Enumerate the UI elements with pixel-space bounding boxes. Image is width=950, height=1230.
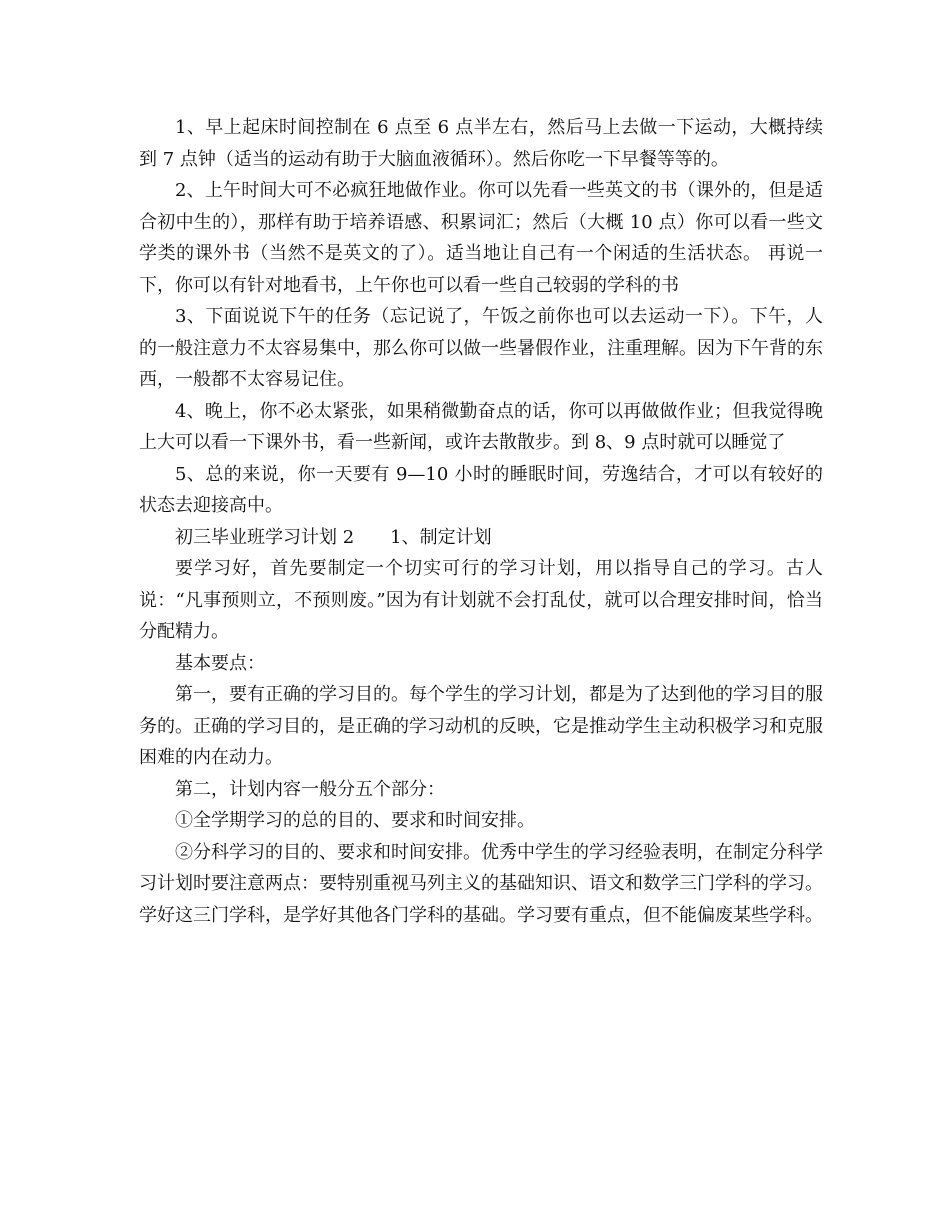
section-heading: 初三毕业班学习计划 2 1、制定计划	[175, 526, 492, 548]
paragraph-point-two: 第二，计划内容一般分五个部分：	[175, 778, 445, 800]
paragraph-morning-study: 2、上午时间大可不必疯狂地做作业。你可以先看一些英文的书（课外的，但是适合初中生的），那样有助于培养语感、积累词汇；然后（大概 10 点）你可以看一些文学类的课外书（当然不是英文的了）。适当地让自己有一个闲适的生活状态。 再说一下，你可以有针对地看书，上午你也可以看一些自己较弱的学科的书	[139, 180, 823, 296]
list-item-semester-goal: ①全学期学习的总的目的、要求和时间安排。	[175, 810, 535, 831]
document-body	[139, 112, 823, 931]
paragraph-key-points-label: 基本要点：	[175, 652, 265, 674]
paragraph-point-one: 第一，要有正确的学习目的。每个学生的学习计划，都是为了达到他的学习目的服务的。正确的学习目的，是正确的学习动机的反映，它是推动学生主动积极学习和克服困难的内在动力。	[139, 684, 823, 768]
list-item-subject-goal: ②分科学习的目的、要求和时间安排。优秀中学生的学习经验表明，在制定分科学习计划时要注意两点：要特别重视马列主义的基础知识、语文和数学三门学科的学习。学好这三门学科，是学好其他各门学科的基础。学习要有重点，但不能偏废某些学科。	[139, 841, 823, 926]
paragraph-evening: 4、晚上，你不必太紧张，如果稍微勤奋点的话，你可以再做做作业；但我觉得晚上大可以看一下课外书，看一些新闻，或许去散散步。到 8、9 点时就可以睡觉了	[139, 400, 823, 453]
paragraph-summary: 5、总的来说，你一天要有 9—10 小时的睡眠时间，劳逸结合，才可以有较好的状态去迎接高中。	[139, 463, 823, 516]
paragraph-morning-routine: 1、早上起床时间控制在 6 点至 6 点半左右，然后马上去做一下运动，大概持续到 7 点钟（适当的运动有助于大脑血液循环）。然后你吃一下早餐等等的。	[139, 117, 823, 170]
paragraph-make-plan: 要学习好，首先要制定一个切实可行的学习计划，用以指导自己的学习。古人说：“凡事预则立，不预则废。”因为有计划就不会打乱仗，就可以合理安排时间，恰当分配精力。	[139, 558, 823, 642]
paragraph-afternoon-tasks: 3、下面说说下午的任务（忘记说了，午饭之前你也可以去运动一下）。下午，人的一般注意力不太容易集中，那么你可以做一些暑假作业，注重理解。因为下午背的东西，一般都不太容易记住。	[139, 306, 823, 390]
